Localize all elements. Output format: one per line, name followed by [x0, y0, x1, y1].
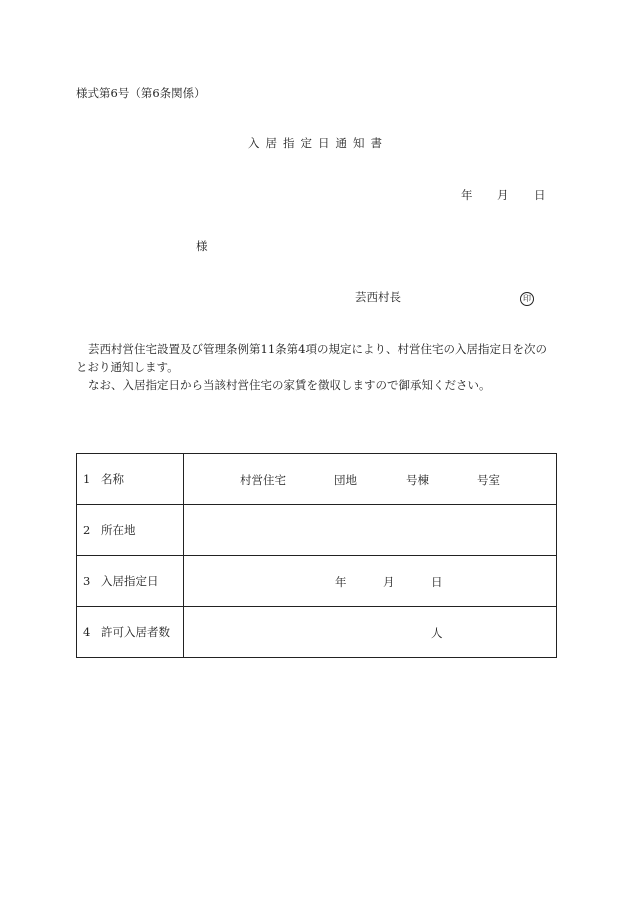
seal-mark: 印: [520, 292, 534, 306]
body-paragraph-1-line-1: 芸西村営住宅設置及び管理条例第11条第4項の規定により、村営住宅の入居指定日を次の: [88, 342, 547, 356]
table-row: [77, 454, 557, 505]
table-row: [77, 607, 557, 658]
table-row: [77, 556, 557, 607]
move-in-year-label: 年: [335, 575, 347, 589]
move-in-day-label: 日: [431, 575, 443, 589]
row-label: 名称: [101, 472, 124, 486]
address-value-cell: [184, 505, 557, 556]
date-year-label: 年: [461, 188, 473, 202]
date-month-label: 月: [497, 188, 509, 202]
move-in-month-label: 月: [383, 575, 395, 589]
issuer-name: 芸西村長: [355, 290, 401, 304]
date-day-label: 日: [534, 188, 546, 202]
row-label: 所在地: [101, 523, 136, 537]
complex-label: 団地: [334, 473, 357, 487]
room-label: 号室: [477, 473, 500, 487]
name-value-cell: [184, 454, 557, 505]
document-title: 入居指定日通知書: [248, 136, 388, 150]
building-label: 号棟: [406, 473, 429, 487]
row-label-cell: [77, 505, 184, 556]
body-paragraph-1-line-2: とおり通知します。: [76, 360, 179, 374]
body-paragraph-2: なお、入居指定日から当該村営住宅の家賃を徴収しますので御承知ください。: [88, 378, 491, 392]
row-number: 1: [83, 472, 91, 486]
move-in-date-value-cell: [184, 556, 557, 607]
row-label-cell: [77, 607, 184, 658]
row-number: 2: [83, 523, 91, 537]
row-label-cell: [77, 556, 184, 607]
row-label-cell: [77, 454, 184, 505]
occupant-count-value-cell: [184, 607, 557, 658]
table-row: [77, 505, 557, 556]
form-number: 様式第6号（第6条関係）: [76, 86, 206, 100]
info-table: [76, 453, 557, 658]
addressee-suffix: 様: [196, 239, 208, 253]
row-number: 4: [83, 625, 91, 639]
row-label: 入居指定日: [101, 574, 159, 588]
housing-label: 村営住宅: [240, 473, 286, 487]
occupant-count-unit: 人: [431, 626, 443, 640]
seal-icon: [520, 290, 534, 306]
row-label: 許可入居者数: [101, 625, 170, 639]
row-number: 3: [83, 574, 91, 588]
